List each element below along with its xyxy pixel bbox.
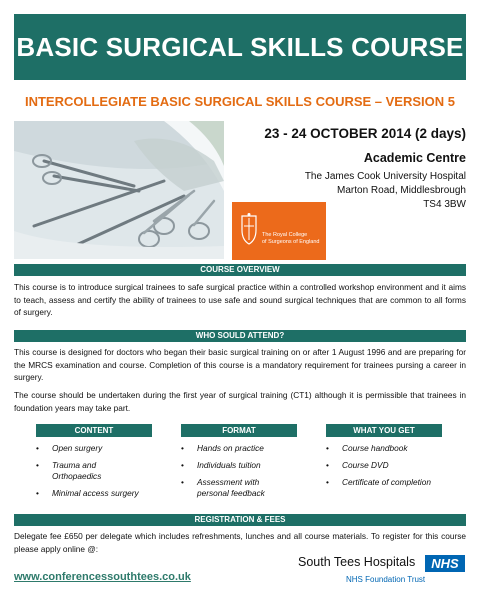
list-item: • Minimal access surgery <box>32 488 162 499</box>
rcs-line-2: of Surgeons of England <box>262 239 320 245</box>
course-subtitle: INTERCOLLEGIATE BASIC SURGICAL SKILLS COURSE – VERSION 5 <box>24 94 455 109</box>
page-title: BASIC SURGICAL SKILLS COURSE <box>16 31 464 62</box>
course-overview-text: This course is to introduce surgical trainees to safe surgical practice within a controlled workshop environment and it aims to teach, assess and certify the ability of trainees to use safe and sound surgical techniques that are common to all forms of surgery. <box>14 282 466 317</box>
format-list <box>177 443 307 505</box>
website-link[interactable]: www.conferencessouthtees.co.uk <box>14 571 191 583</box>
list-item: • Certificate of completion <box>322 477 452 488</box>
registration-text: Delegate fee £650 per delegate which includes refreshments, lunches and all course materials. To register for this course please apply online @: <box>14 531 466 554</box>
list-item: • Open surgery <box>32 443 162 454</box>
list-item: • Trauma and Orthopaedics <box>32 460 122 482</box>
what-you-get-column-heading: WHAT YOU GET <box>326 424 442 437</box>
nhs-foundation-trust-label: NHS Foundation Trust <box>346 575 426 584</box>
south-tees-logo-name: South Tees Hospitals <box>298 555 416 569</box>
venue-name: Academic Centre <box>363 151 466 165</box>
who-should-attend-heading: WHO SOULD ATTEND? <box>14 330 466 342</box>
what-you-get-list <box>322 443 452 494</box>
list-item: • Course handbook <box>322 443 452 454</box>
venue-postcode: TS4 3BW <box>423 199 466 210</box>
who-should-attend-text: This course is designed for doctors who began their basic surgical training on or after 1 August 1996 and are preparing for the MRCS examination and course. Completion of this course is a mandatory requirement for trainees pursing a career in surgery. <box>14 347 466 382</box>
list-item: • Course DVD <box>322 460 452 471</box>
rcs-line-1: The Royal College <box>262 232 308 238</box>
who-should-attend-note: The course should be undertaken during the first year of surgical training (CT1) although it is permissible that trainees in foundation years may take part. <box>14 390 466 413</box>
format-column-heading: FORMAT <box>181 424 297 437</box>
venue-address-line: The James Cook University Hospital <box>304 171 466 182</box>
crest-icon <box>238 212 260 246</box>
content-list <box>32 443 162 505</box>
nhs-logo: NHS <box>425 555 465 572</box>
registration-heading: REGISTRATION & FEES <box>14 514 466 526</box>
course-date: 23 - 24 OCTOBER 2014 (2 days) <box>264 126 466 141</box>
list-item: • Assessment with personal feedback <box>177 477 287 499</box>
list-item: • Individuals tuition <box>177 460 307 471</box>
course-overview-heading: COURSE OVERVIEW <box>14 264 466 276</box>
title-banner <box>14 14 466 80</box>
instruments-illustration <box>14 121 224 259</box>
surgical-instruments-photo <box>14 121 224 259</box>
list-item: • Hands on practice <box>177 443 307 454</box>
royal-college-logo <box>232 202 326 260</box>
content-column-heading: CONTENT <box>36 424 152 437</box>
venue-address-line: Marton Road, Middlesbrough <box>337 185 466 196</box>
